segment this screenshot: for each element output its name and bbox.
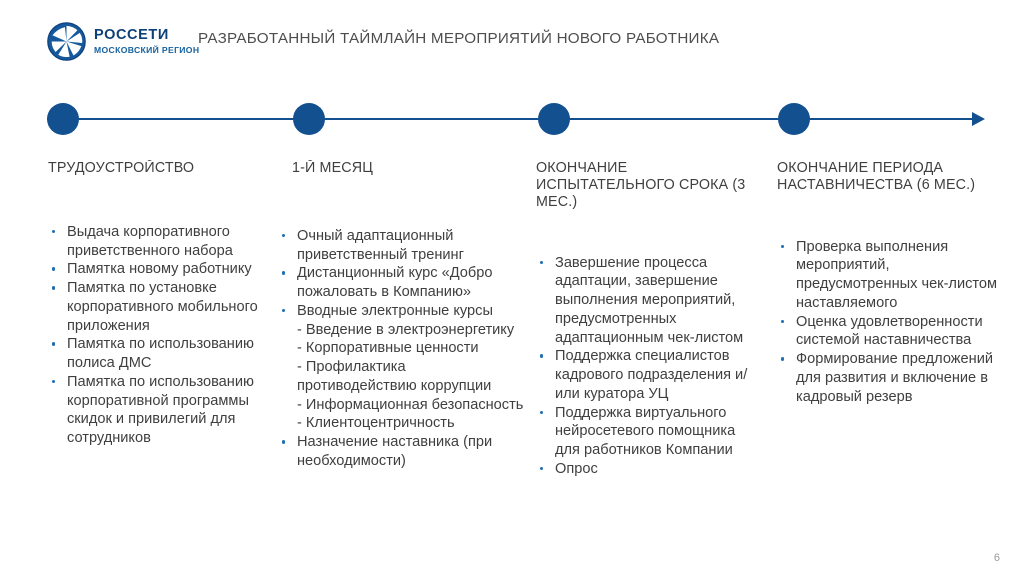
timeline-milestone-dot — [293, 103, 325, 135]
bullet-icon — [540, 354, 543, 357]
list-item — [48, 260, 270, 279]
bullet-icon — [52, 230, 55, 233]
page-title: РАЗРАБОТАННЫЙ ТАЙМЛАЙН МЕРОПРИЯТИЙ НОВОГО РАБОТНИКА — [198, 30, 720, 47]
list-item — [48, 335, 270, 373]
list-item — [48, 223, 270, 261]
stage-item-list — [536, 254, 748, 479]
list-item-label: Поддержка виртуального нейросетевого помощника для работников Компании — [555, 404, 736, 459]
timeline-columns — [0, 160, 1024, 576]
list-item — [278, 321, 526, 340]
list-item-label: - Клиентоцентричность — [297, 415, 455, 432]
timeline-milestone-dot — [778, 103, 810, 135]
list-item — [48, 373, 270, 448]
list-item-label: Назначение наставника (при необходимости) — [297, 434, 493, 469]
timeline-stage-column — [278, 160, 526, 576]
list-item — [536, 347, 748, 403]
list-item-label: - Информационная безопасность — [297, 396, 524, 413]
timeline-milestone-dot — [47, 103, 79, 135]
list-item-label: - Профилактика противодействию коррупции — [297, 359, 492, 394]
bullet-icon — [52, 267, 55, 270]
list-item — [777, 238, 1007, 313]
stage-item-list — [48, 223, 270, 448]
list-item-label: Опрос — [555, 460, 598, 477]
list-item-label: Памятка по использованию полиса ДМС — [67, 336, 254, 372]
timeline-stage-column — [48, 160, 270, 576]
list-item — [777, 313, 1007, 351]
stage-heading: ОКОНЧАНИЕ ПЕРИОДА НАСТАВНИЧЕСТВА (6 МЕС.) — [777, 160, 976, 193]
list-item — [278, 302, 526, 321]
list-item — [278, 396, 526, 415]
list-item — [777, 350, 1007, 406]
arrow-right-icon — [972, 112, 985, 126]
timeline-stage-column — [777, 160, 1007, 576]
bullet-icon — [282, 309, 285, 312]
list-item — [278, 227, 526, 265]
list-item-label: Проверка выполнения мероприятий, предусмотренных чек-листом наставляемого — [796, 238, 998, 311]
timeline-milestone-dot — [538, 103, 570, 135]
timeline-stage-column — [536, 160, 748, 576]
list-item — [536, 460, 748, 479]
list-item — [278, 433, 526, 471]
list-item-label: - Корпоративные ценности — [297, 340, 479, 357]
bullet-icon — [52, 342, 55, 345]
logo-subtitle: МОСКОВСКИЙ РЕГИОН — [94, 44, 200, 55]
bullet-icon — [540, 411, 543, 414]
list-item-label: Памятка новому работнику — [67, 261, 252, 278]
list-item-label: Выдача корпоративного приветственного набора — [67, 223, 233, 259]
list-item-label: Поддержка специалистов кадрового подразделения и/или куратора УЦ — [555, 348, 748, 402]
list-item — [536, 404, 748, 460]
bullet-icon — [282, 234, 285, 237]
list-item — [278, 339, 526, 358]
company-logo — [47, 22, 199, 61]
list-item-label: Памятка по установке корпоративного мобильного приложения — [67, 280, 258, 334]
logo-wordmark — [94, 28, 199, 54]
list-item-label: Памятка по использованию корпоративной программы скидок и привилегий для сотрудников — [67, 373, 254, 447]
list-item — [278, 414, 526, 433]
stage-heading: 1-Й МЕСЯЦ — [292, 160, 373, 176]
stage-item-list — [777, 238, 1007, 407]
list-item-label: Очный адаптационный приветственный тренинг — [297, 227, 464, 263]
rosseti-fan-circle-logo-icon — [47, 22, 86, 61]
timeline-graphic — [0, 96, 1024, 144]
list-item-label: Оценка удовлетворенности системой наставничества — [796, 313, 983, 349]
bullet-icon — [282, 271, 285, 274]
list-item — [278, 358, 526, 396]
list-item-label: Формирование предложений для развития и включение в кадровый резерв — [796, 351, 994, 405]
bullet-icon — [781, 320, 784, 323]
bullet-icon — [282, 440, 285, 443]
bullet-icon — [781, 245, 784, 248]
bullet-icon — [52, 286, 55, 289]
list-item — [536, 254, 748, 348]
page-number: 6 — [993, 552, 1000, 564]
logo-title: РОССЕТИ — [94, 27, 169, 44]
stage-heading: ТРУДОУСТРОЙСТВО — [48, 160, 195, 176]
list-item-label: Завершение процесса адаптации, завершение выполнения мероприятий, предусмотренных адаптационным чек-листом — [555, 254, 744, 346]
stage-heading: ОКОНЧАНИЕ ИСПЫТАТЕЛЬНОГО СРОКА (3 МЕС.) — [536, 160, 746, 210]
bullet-icon — [540, 467, 543, 470]
timeline-axis-line — [47, 118, 980, 120]
list-item — [48, 279, 270, 335]
list-item-label: - Введение в электроэнергетику — [297, 321, 515, 338]
bullet-icon — [540, 261, 543, 264]
list-item — [278, 264, 526, 302]
bullet-icon — [52, 380, 55, 383]
stage-item-list — [278, 227, 526, 471]
bullet-icon — [781, 357, 784, 360]
slide-header — [0, 0, 1024, 78]
list-item-label: Дистанционный курс «Добро пожаловать в Компанию» — [297, 265, 493, 301]
list-item-label: Вводные электронные курсы — [297, 302, 493, 319]
